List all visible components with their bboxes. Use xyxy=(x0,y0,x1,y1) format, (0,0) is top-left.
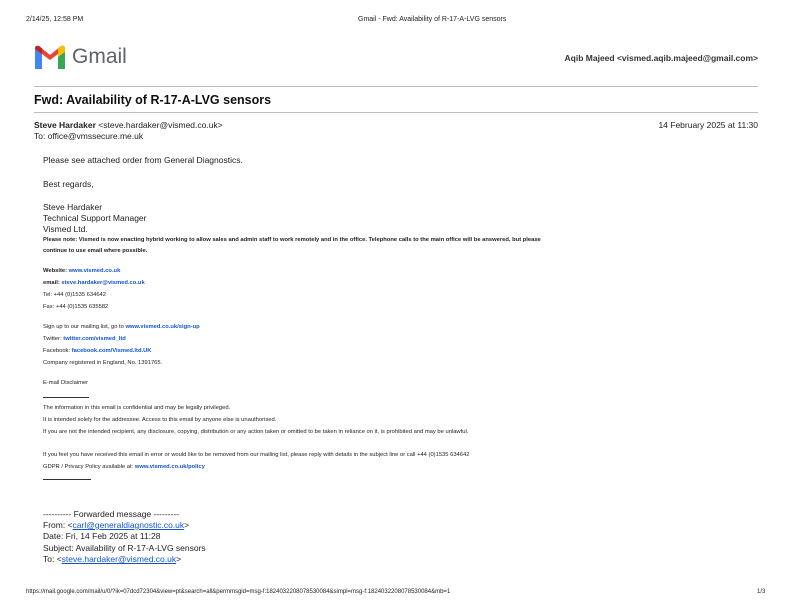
signup-link[interactable]: www.vismed.co.uk/sign-up xyxy=(125,324,200,330)
website-line: Website: www.vismed.co.uk xyxy=(43,268,121,274)
facebook-link[interactable]: facebook.com/Vismed.ltd.UK xyxy=(71,348,152,354)
body-line: Please see attached order from General Diagnostics. xyxy=(43,155,243,165)
fax-line: Fax: +44 (0)1535 635582 xyxy=(43,304,109,310)
email-subject: Fwd: Availability of R-17-A-LVG sensors xyxy=(34,93,272,107)
disclaimer-title: E-mail Disclaimer xyxy=(43,380,89,386)
forwarded-to-link[interactable]: steve.hardaker@vismed.co.uk xyxy=(61,554,177,564)
email-date: 14 February 2025 at 11:30 xyxy=(658,120,758,130)
sender-name: Steve Hardaker xyxy=(34,120,96,130)
email-from xyxy=(34,120,223,130)
website-link[interactable]: www.vismed.co.uk xyxy=(68,268,121,274)
print-title: Gmail - Fwd: Availability of R-17-A-LVG sensors xyxy=(358,16,507,23)
forwarded-date: Date: Fri, 14 Feb 2025 at 11:28 xyxy=(43,531,161,541)
header-divider xyxy=(34,86,758,87)
email-line: email: steve.hardaker@vismed.co.uk xyxy=(43,280,145,286)
company-reg: Company registered in England, No. 1391765. xyxy=(43,360,163,366)
signature-name: Steve Hardaker xyxy=(43,202,103,212)
gmail-logo-icon xyxy=(33,44,67,70)
forwarded-subject: Subject: Availability of R-17-A-LVG sensors xyxy=(43,543,206,553)
tel-line: Tel: +44 (0)1535 634642 xyxy=(43,292,107,298)
signature-title: Technical Support Manager xyxy=(43,213,147,223)
disclaimer-line: If you are not the intended recipient, any disclosure, copying, distribution or any action taken or omitted to be taken in reliance on it, is prohibited and may be unlawful. xyxy=(43,429,469,435)
forwarded-from: From: <carl@generaldiagnostic.co.uk> xyxy=(43,520,190,530)
email-to: To: office@vmssecure.me.uk xyxy=(34,131,144,141)
print-datetime: 2/14/25, 12:58 PM xyxy=(26,16,84,23)
disclaimer-line: The information in this email is confidential and may be legally privileged. xyxy=(43,405,231,411)
signature-company: Vismed Ltd. xyxy=(43,224,88,234)
hybrid-note-cont: continue to use email where possible. xyxy=(43,248,148,254)
forwarded-to: To: <steve.hardaker@vismed.co.uk> xyxy=(43,554,182,564)
footer-url: https://mail.google.com/mail/u/0/?ik=07dcd72304&view=pt&search=all&permmsgid=msg-f:1824032208078530084&simpl=msg-f:1824032208078530084&mb=1 xyxy=(26,589,451,595)
gdpr-line: GDPR / Privacy Policy available at: www.vismed.co.uk/policy xyxy=(43,464,205,470)
disclaimer-divider xyxy=(43,397,89,398)
email-link[interactable]: steve.hardaker@vismed.co.uk xyxy=(61,280,145,286)
forwarded-header: ---------- Forwarded message --------- xyxy=(43,509,179,519)
hybrid-note: Please note: Vismed is now enacting hybrid working to allow sales and admin staff to work remotely and in the office. Telephone calls to the main office will be answered, but please xyxy=(43,237,541,243)
sender-address: <steve.hardaker@vismed.co.uk> xyxy=(98,120,223,130)
subject-divider xyxy=(34,112,758,113)
twitter-link[interactable]: twitter.com/vismed_ltd xyxy=(63,336,126,342)
forwarded-from-link[interactable]: carl@generaldiagnostic.co.uk xyxy=(72,520,185,530)
gdpr-link[interactable]: www.vismed.co.uk/policy xyxy=(134,464,205,470)
gdpr-divider xyxy=(43,479,91,480)
gmail-wordmark: Gmail xyxy=(72,45,127,68)
body-regards: Best regards, xyxy=(43,179,94,189)
disclaimer-line: If you feel you have received this email in error or would like to be removed from our mailing list, please reply with details in the subject line or call +44 (0)1535 634642 xyxy=(43,452,470,458)
page-number: 1/3 xyxy=(757,589,766,595)
facebook-line: Facebook: facebook.com/Vismed.ltd.UK xyxy=(43,348,152,354)
disclaimer-line: It is intended solely for the addressee. Access to this email by anyone else is unauthorised. xyxy=(43,417,277,423)
mailing-line: Sign up to our mailing list, go to www.vismed.co.uk/sign-up xyxy=(43,324,200,330)
twitter-line: Twitter: twitter.com/vismed_ltd xyxy=(43,336,126,342)
account-label: Aqib Majeed <vismed.aqib.majeed@gmail.com> xyxy=(564,53,758,63)
